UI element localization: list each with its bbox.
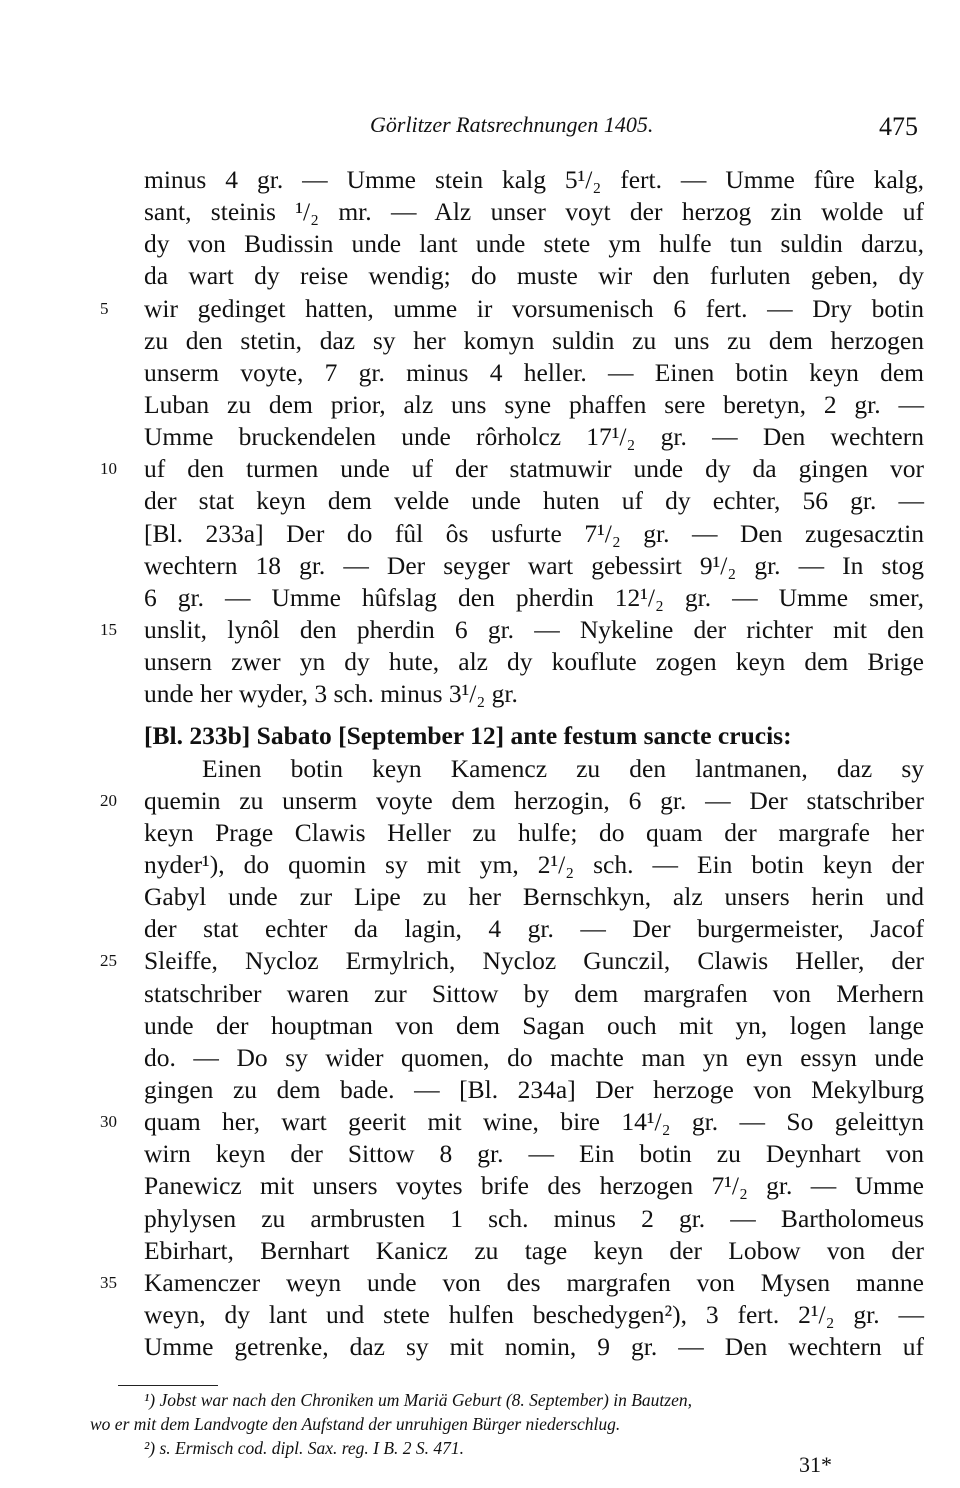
line-text: Sleiffe, Nycloz Ermylrich, Nycloz Gunczil, Clawis Heller, der — [144, 946, 924, 976]
text-line — [144, 485, 924, 517]
text-line — [144, 357, 924, 389]
text-line — [144, 389, 924, 421]
text-line — [100, 614, 924, 646]
line-text: Gabyl unde zur Lipe zu her Bernschkyn, alz unsers herin und — [144, 882, 924, 912]
line-text: unslit, lynôl den pherdin 6 gr. — Nykeline der richter mit den — [144, 614, 924, 644]
line-text: unde her wyder, 3 sch. minus 3¹/₂ gr. — [144, 679, 518, 709]
footnote-rule — [118, 1385, 218, 1386]
text-line — [100, 1267, 924, 1299]
footnote: wo er mit dem Landvogte den Aufstand der unruhigen Bürger niederschlug. — [90, 1414, 621, 1434]
footnote: ¹) Jobst war nach den Chroniken um Mariä Geburt (8. September) in Bautzen, — [144, 1390, 692, 1410]
line-text: Einen botin keyn Kamencz zu den lantmanen, daz sy — [202, 753, 924, 783]
line-text: wechtern 18 gr. — Der seyger wart gebessirt 9¹/₂ gr. — In stog — [144, 550, 924, 580]
text-line — [100, 1106, 924, 1138]
text-line — [144, 196, 924, 228]
line-text: phylysen zu armbrusten 1 sch. minus 2 gr. — Bartholomeus — [144, 1203, 924, 1233]
line-number: 10 — [100, 459, 117, 479]
line-number: 25 — [100, 951, 117, 971]
text-line — [100, 785, 924, 817]
line-number: 35 — [100, 1272, 117, 1292]
text-line — [144, 1138, 924, 1170]
text-line — [144, 228, 924, 260]
text-line — [100, 945, 924, 977]
line-text: quemin zu unserm voyte dem herzogin, 6 gr. — Der statschriber — [144, 785, 924, 815]
line-text: do. — Do sy wider quomen, do machte man yn eyn essyn unde — [144, 1042, 924, 1072]
line-text: 6 gr. — Umme hûfslag den pherdin 12¹/₂ gr. — Umme smer, — [144, 582, 924, 612]
line-text: unsern zwer yn dy hute, alz dy kouflute zogen keyn dem Brige — [144, 647, 924, 677]
text-line — [144, 325, 924, 357]
running-title: Görlitzer Ratsrechnungen 1405. — [370, 112, 654, 137]
text-line — [144, 1331, 924, 1363]
line-text: quam her, wart geerit mit wine, bire 14¹/₂ gr. — So geleittyn — [144, 1107, 924, 1137]
line-number: 20 — [100, 790, 117, 810]
text-line — [144, 913, 924, 945]
line-number: 15 — [100, 619, 117, 639]
section-heading: [Bl. 233b] Sabato [September 12] ante festum sancte crucis: — [144, 721, 792, 751]
main-text — [100, 164, 924, 1395]
footnote: ²) s. Ermisch cod. dipl. Sax. reg. I B. 2 S. 471. — [144, 1438, 465, 1458]
text-line — [144, 753, 924, 785]
text-line — [100, 453, 924, 485]
line-text: weyn, dy lant und stete hulfen beschedygen²), 3 fert. 2¹/₂ gr. — — [144, 1299, 924, 1329]
footnotes — [90, 1388, 920, 1460]
text-line — [144, 1042, 924, 1074]
text-line — [144, 1203, 924, 1235]
text-line — [144, 1010, 924, 1042]
line-text: wirn keyn der Sittow 8 gr. — Ein botin zu Deynhart von — [144, 1139, 924, 1169]
line-text: uf den turmen unde uf der statmuwir unde dy da gingen vor — [144, 454, 924, 484]
text-line — [144, 978, 924, 1010]
line-text: Panewicz mit unsers voytes brife des herzogen 7¹/₂ gr. — Umme — [144, 1171, 924, 1201]
line-text: der stat echter da lagin, 4 gr. — Der burgermeister, Jacof — [144, 914, 924, 944]
text-line — [144, 646, 924, 678]
text-line — [144, 849, 924, 881]
line-text: da wart dy reise wendig; do muste wir den furluten geben, dy — [144, 261, 924, 291]
line-text: unserm voyte, 7 gr. minus 4 heller. — Einen botin keyn dem — [144, 357, 924, 387]
line-text: Ebirhart, Bernhart Kanicz zu tage keyn der Lobow von der — [144, 1235, 924, 1265]
line-text: gingen zu dem bade. — [Bl. 234a] Der herzoge von Mekylburg — [144, 1074, 924, 1104]
text-line — [144, 518, 924, 550]
line-text: wir gedinget hatten, umme ir vorsumenisch 6 fert. — Dry botin — [144, 293, 924, 323]
text-line — [144, 164, 924, 196]
text-line — [144, 678, 924, 710]
line-number: 5 — [100, 298, 109, 318]
text-line — [144, 421, 924, 453]
line-text: der stat keyn dem velde unde huten uf dy echter, 56 gr. — — [144, 486, 924, 516]
page-number: 475 — [879, 112, 918, 141]
line-text: statschriber waren zur Sittow by dem margrafen von Merhern — [144, 978, 924, 1008]
line-text: unde der houptman von dem Sagan ouch mit yn, logen lange — [144, 1010, 924, 1040]
text-line — [100, 293, 924, 325]
line-text: Luban zu dem prior, alz uns syne phaffen sere beretyn, 2 gr. — — [144, 389, 924, 419]
line-text: dy von Budissin unde lant unde stete ym hulfe tun suldin darzu, — [144, 229, 924, 259]
text-line — [144, 260, 924, 292]
text-line — [144, 582, 924, 614]
page-header — [0, 112, 960, 152]
line-text: Umme getrenke, daz sy mit nomin, 9 gr. — Den wechtern uf — [144, 1332, 924, 1362]
text-line — [144, 1170, 924, 1202]
line-text: Umme bruckendelen unde rôrholcz 17¹/₂ gr. — Den wechtern — [144, 422, 924, 452]
line-number: 30 — [100, 1112, 117, 1132]
text-line — [144, 550, 924, 582]
signature-mark: 31* — [799, 1452, 832, 1477]
text-line — [144, 1235, 924, 1267]
line-text: Kamenczer weyn unde von des margrafen von Mysen manne — [144, 1267, 924, 1297]
line-text: zu den stetin, daz sy her komyn suldin zu uns zu dem herzogen — [144, 325, 924, 355]
text-line — [144, 817, 924, 849]
text-line — [144, 881, 924, 913]
line-text: nyder¹), do quomin sy mit ym, 2¹/₂ sch. — Ein botin keyn der — [144, 849, 924, 879]
line-text: minus 4 gr. — Umme stein kalg 5¹/₂ fert. — Umme fûre kalg, — [144, 165, 924, 194]
text-line — [144, 1299, 924, 1331]
line-text: sant, steinis ¹/₂ mr. — Alz unser voyt der herzog zin wolde uf — [144, 197, 924, 227]
text-line — [144, 1074, 924, 1106]
line-text: keyn Prage Clawis Heller zu hulfe; do quam der margrafe her — [144, 817, 924, 847]
line-text: [Bl. 233a] Der do fûl ôs usfurte 7¹/₂ gr. — Den zugesacztin — [144, 518, 924, 548]
